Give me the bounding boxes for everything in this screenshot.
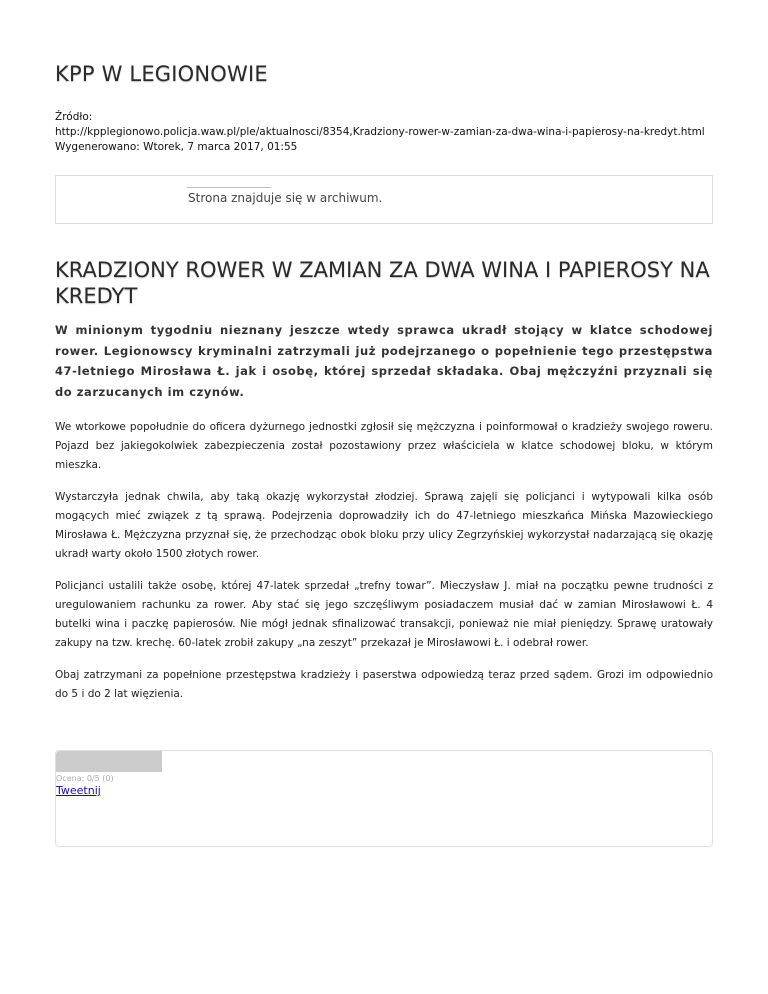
- site-title: KPP W LEGIONOWIE: [55, 62, 268, 86]
- archive-notice-text: Strona znajduje się w archiwum.: [188, 191, 383, 205]
- rating-label: Ocena: 0/5 (0): [56, 774, 114, 783]
- source-label: Źródło:: [55, 111, 93, 123]
- article-paragraph: Obaj zatrzymani za popełnione przestępstwa kradzieży i paserstwa odpowiedzą teraz przed sądem. Grozi im odpowiednio do 5 i do 2 lat więzienia.: [55, 669, 713, 700]
- source-meta: [55, 110, 705, 155]
- article-lead: W minionym tygodniu nieznany jeszcze wtedy sprawca ukradł stojący w klatce schodowej rower. Legionowscy kryminalni zatrzymali już podejrzanego o popełnienie tego przestępstwa 47-letniego Mirosława Ł. jak i osobę, której sprzedał składaka. Obaj mężczyźni przyznali się do zarzucanych im czynów.: [55, 323, 713, 399]
- article-body: [55, 418, 713, 717]
- rating-box: [55, 750, 713, 847]
- article-paragraph: We wtorkowe popołudnie do oficera dyżurnego jednostki zgłosił się mężczyzna i poinformował o kradzieży swojego roweru. Pojazd bez jakiegokolwiek zabezpieczenia został pozostawiony przez właściciela w klatce schodowej bloku, w którym mieszka.: [55, 421, 713, 471]
- article-paragraph: Policjanci ustalili także osobę, której 47-latek sprzedał „trefny towar”. Mieczysław J. miał na początku pewne trudności z uregulowaniem rachunku za rower. Aby stać się jego szczęśliwym posiadaczem musiał dać w zamian Mirosławowi Ł. 4 butelki wina i paczkę papierosów. Nie mógł jednak sfinalizować transakcji, ponieważ nie miał pieniędzy. Sprawę uratowały zakupy na tzw. krechę. 60-latek zrobił zakupy „na zeszyt” przekazał je Mirosławowi Ł. i odebrał rower.: [55, 580, 713, 649]
- article-paragraph: Wystarczyła jednak chwila, aby taką okazję wykorzystał złodziej. Sprawą zajęli się policjanci i wytypowali kilka osób mogących mieć związek z tą sprawą. Podejrzenia doprowadziły ich do 47-letniego mieszkańca Mińska Mazowieckiego Mirosława Ł. Mężczyzna przyznał się, że przechodząc obok bloku przy ulicy Zegrzyńskiej wykorzystał nadarzającą się okazję ukradł warty około 1500 złotych rower.: [55, 491, 713, 560]
- source-url: http://kpplegionowo.policja.waw.pl/ple/aktualnosci/8354,Kradziony-rower-w-zamian-za-dwa-wina-i-papierosy-na-kredyt.html: [55, 126, 705, 138]
- tweet-link[interactable]: Tweetnij: [56, 784, 101, 797]
- generated-timestamp: Wygenerowano: Wtorek, 7 marca 2017, 01:55: [55, 141, 298, 153]
- rating-stars-bar[interactable]: [56, 751, 162, 772]
- article-title: KRADZIONY ROWER W ZAMIAN ZA DWA WINA I PAPIEROSY NA KREDYT: [55, 258, 710, 308]
- archive-notice-box: [55, 175, 713, 224]
- archive-divider: [187, 187, 271, 188]
